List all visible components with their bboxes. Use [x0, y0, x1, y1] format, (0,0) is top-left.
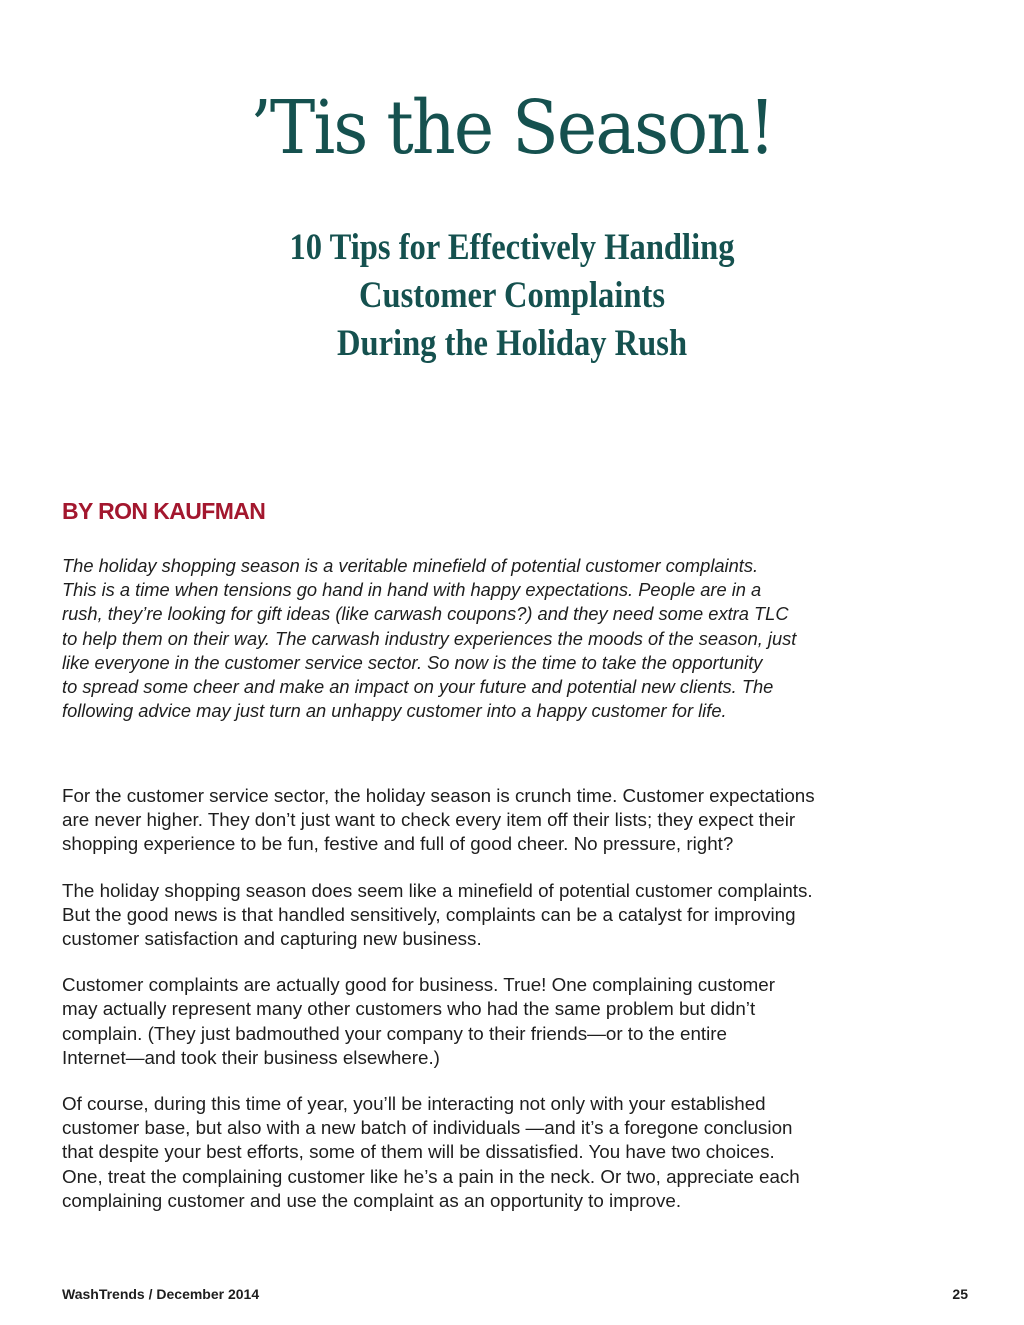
body-line: The holiday shopping season does seem like a minefield of potential customer complaints.	[62, 879, 813, 901]
intro-line: rush, they’re looking for gift ideas (like carwash coupons?) and they need some extra TLC	[62, 603, 789, 625]
body-paragraph	[62, 1092, 972, 1213]
body-line: For the customer service sector, the holiday season is crunch time. Customer expectations	[62, 785, 815, 806]
body-paragraph	[62, 879, 972, 952]
body-line: One, treat the complaining customer like he’s a pain in the neck. Or two, appreciate each	[62, 1165, 800, 1187]
footer-page-number: 25	[952, 1286, 968, 1302]
subtitle-line: Customer Complaints	[358, 275, 666, 316]
intro-paragraph	[62, 554, 972, 723]
body-paragraph	[62, 784, 972, 857]
article-body	[62, 784, 972, 1235]
intro-line: to help them on their way. The carwash industry experiences the moods of the season, just	[62, 627, 797, 649]
body-line: are never higher. They don’t just want to check every item off their lists; they expect their	[62, 809, 796, 831]
body-paragraph	[62, 973, 972, 1070]
article-title: ’Tis the Season!	[250, 85, 774, 171]
body-line: Internet—and took their business elsewhere.)	[62, 1046, 440, 1068]
subtitle-line: During the Holiday Rush	[336, 323, 688, 364]
intro-line: following advice may just turn an unhappy customer into a happy customer for life.	[62, 700, 727, 722]
body-line: complain. (They just badmouthed your company to their friends—or to the entire	[62, 1022, 727, 1044]
author-byline: BY RON KAUFMAN	[62, 498, 266, 524]
body-line: that despite your best efforts, some of them will be dissatisfied. You have two choices.	[62, 1141, 775, 1163]
body-line: But the good news is that handled sensitively, complaints can be a catalyst for improving	[62, 903, 796, 925]
body-line: customer satisfaction and capturing new business.	[62, 928, 482, 950]
body-line: Customer complaints are actually good for business. True! One complaining customer	[62, 974, 775, 996]
body-line: may actually represent many other customers who had the same problem but didn’t	[62, 998, 756, 1020]
intro-line: The holiday shopping season is a veritable minefield of potential customer complaints.	[62, 555, 759, 576]
article-subtitle	[0, 224, 1024, 368]
body-line: shopping experience to be fun, festive and full of good cheer. No pressure, right?	[62, 833, 734, 855]
body-line: complaining customer and use the complaint as an opportunity to improve.	[62, 1189, 682, 1211]
footer-publication: WashTrends / December 2014	[62, 1286, 260, 1302]
body-line: Of course, during this time of year, you’ll be interacting not only with your established	[62, 1093, 766, 1115]
subtitle-line: 10 Tips for Effectively Handling	[289, 227, 735, 268]
intro-line: like everyone in the customer service sector. So now is the time to take the opportunity	[62, 651, 763, 673]
intro-line: This is a time when tensions go hand in hand with happy expectations. People are in a	[62, 579, 762, 601]
body-line: customer base, but also with a new batch of individuals —and it’s a foregone conclusion	[62, 1117, 793, 1139]
intro-line: to spread some cheer and make an impact on your future and potential new clients. The	[62, 676, 774, 698]
